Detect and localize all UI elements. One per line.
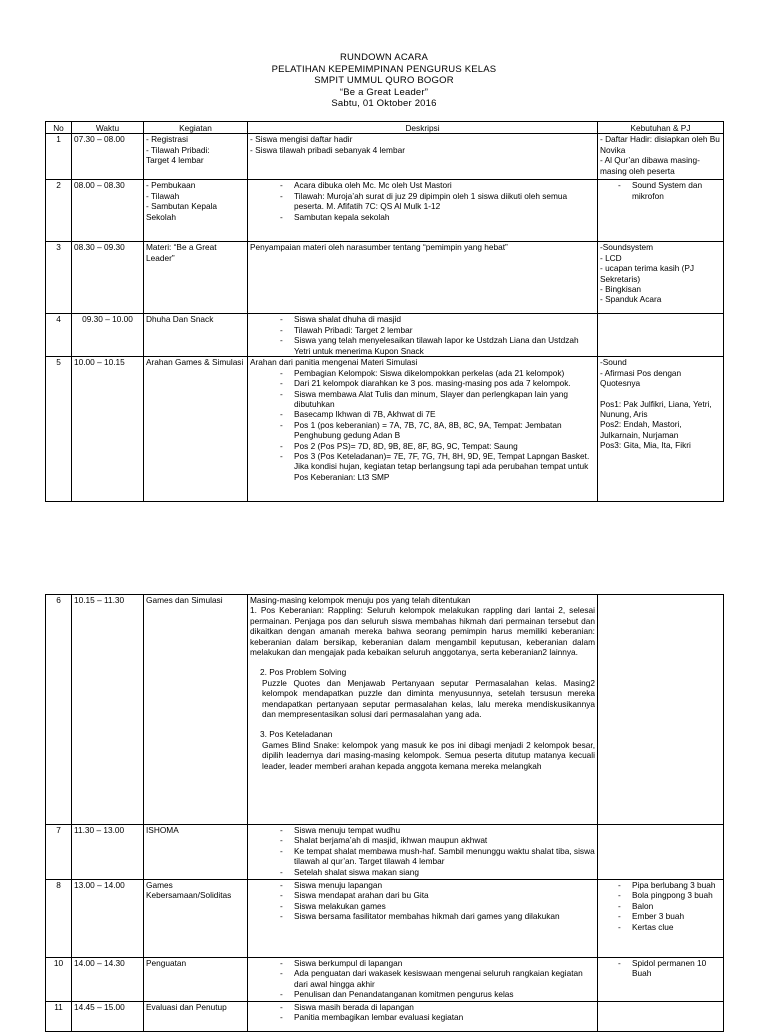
description-intro: Arahan dari panitia mengenai Materi Simulasi [250,357,418,368]
needs-item: - Ember 3 buah [618,911,721,921]
table-header-row [46,122,724,134]
row-description [248,314,598,357]
row-needs [598,314,724,357]
header-title: RUNDOWN ACARA [339,52,429,63]
table-row [46,595,724,825]
needs-line: - Spanduk Acara [600,294,662,305]
description-item: - Siswa menuju tempat wudhu [280,825,595,835]
row-number: 8 [46,880,72,958]
description-intro: Masing-masing kelompok menuju pos yang telah ditentukan [250,595,471,605]
needs-item: - Sound System dan mikrofon [618,180,721,201]
row-activity: Dhuha Dan Snack [144,314,248,357]
activity-line: - Tilawah [146,190,180,201]
row-needs [598,180,724,242]
row-number: 5 [46,357,72,502]
row-needs [598,357,724,502]
description-item: - Tilawah: Muroja’ah surat di juz 29 dipimpin oleh 1 siswa diikuti oleh semua peserta. M. Afifatih 7C: QS Al Mulk 1-12 [280,191,595,212]
description-item: - Siswa bersama fasilitator membahas hikmah dari games yang dilakukan [280,911,595,921]
row-number: 10 [46,958,72,1002]
row-time: 14.00 – 14.30 [72,958,144,1002]
pos-problem-solving-title: 2. Pos Problem Solving [260,667,347,678]
description-item: - Panitia membagikan lembar evaluasi kegiatan [280,1012,595,1022]
needs-line: - Daftar Hadir: disiapkan oleh Bu Novika [600,134,720,155]
needs-item: - Bola pingpong 3 buah [618,890,721,900]
row-time: 08.00 – 08.30 [72,180,144,242]
description-item: - Tilawah Pribadi: Target 2 lembar [280,325,595,335]
description-item: - Siswa menuju lapangan [280,880,595,890]
row-number: 11 [46,1002,72,1032]
table-row [46,134,724,180]
needs-line: -Soundsystem [600,242,654,253]
table-row [46,825,724,880]
table-row [46,958,724,1002]
row-activity: Evaluasi dan Penutup [144,1002,248,1032]
description-item: - Siswa masih berada di lapangan [280,1002,595,1012]
description-item: - Sambutan kepala sekolah [280,212,595,222]
row-description [248,180,598,242]
row-time: 07.30 – 08.00 [72,134,144,180]
pos-keberanian: 1. Pos Keberanian: Rappling: Seluruh kelompok melakukan rappling dari lantai 2, selesai permainan. Penjaga pos dan seluruh siswa membahas hikmah dari permainan tersebut dan dikaitkan dengan amanah mereka bahwa seorang pemimpin harus memiliki keberanian: keberanian dalam bersikap, keberanian dalam mengambil keputusan, keberanian dalam melakukan dan mengajak pada kebaikan seluruh anggotanya, serta keberanian2 lainnya. [250,605,595,658]
row-number: 7 [46,825,72,880]
header-subtitle: PELATIHAN KEPEMIMPINAN PENGURUS KELAS [271,63,497,75]
activity-line: - Pembukaan [146,180,196,191]
col-header-deskripsi: Deskripsi [248,122,598,134]
row-number: 1 [46,134,72,180]
row-needs [598,1002,724,1032]
row-number: 3 [46,242,72,314]
col-header-kegiatan: Kegiatan [144,122,248,134]
needs-line: - Afirmasi Pos dengan Quotesnya [600,367,682,389]
description-item: - Ada penguatan dari wakasek kesiswaan mengenai seluruh rangkaian kegiatan dari awal hingga akhir [280,968,595,989]
description-item: - Siswa mendapat arahan dari bu Gita [280,890,595,900]
description-item: - Basecamp Ikhwan di 7B, Akhwat di 7E [280,409,595,419]
description-item: - Shalat berjama’ah di masjid, ikhwan maupun akhwat [280,835,595,845]
rundown-table-page1 [45,121,724,502]
description-item: - Siswa shalat dhuha di masjid [280,314,595,324]
row-time: 14.45 – 15.00 [72,1002,144,1032]
pos-problem-solving-body: Puzzle Quotes dan Menjawab Pertanyaan seputar Permasalahan kelas. Masing2 kelompok mendapatkan puzzle dan diminta menyusunnya, setelah tersusun mereka mendapatkan pertanyaan seputar permasalahan kelas, lalu mereka mendiskusikannya dan mempresentasikan solusi dari permasalahan yang ada. [262,677,595,720]
row-number: 4 [46,314,72,357]
description-item: - Dari 21 kelompok diarahkan ke 3 pos. masing-masing pos ada 7 kelompok. [280,378,595,388]
row-description [248,880,598,958]
table-row [46,1002,724,1032]
row-activity: Materi: “Be a Great Leader” [144,242,248,314]
row-number: 6 [46,595,72,825]
row-activity: Arahan Games & Simulasi [144,357,248,502]
description-item: - Acara dibuka oleh Mc. Mc oleh Ust Mastori [280,180,595,190]
row-description [248,134,598,180]
description-item: - Siswa berkumpul di lapangan [280,958,595,968]
needs-item: - Balon [618,901,721,911]
row-number: 2 [46,180,72,242]
activity-line: - Sambutan Kepala Sekolah [146,201,218,222]
row-needs [598,825,724,880]
needs-line: Pos1: Pak Julfikri, Liana, Yetri, Nunung, Aris [600,398,712,420]
header-school: SMPIT UMMUL QURO BOGOR [314,75,454,86]
header-theme: “Be a Great Leader” [339,86,429,98]
row-description [248,357,598,502]
needs-item: - Spidol permanen 10 Buah [618,958,721,979]
row-time: 11.30 – 13.00 [72,825,144,880]
header-date: Sabtu, 01 Oktober 2016 [331,98,437,109]
needs-line: Pos2: Endah, Mastori, Julkarnain, Nurjaman [600,419,682,440]
needs-item: - Kertas clue [618,922,721,932]
description-item: - Penulisan dan Penandatanganan komitmen pengurus kelas [280,989,595,999]
row-activity: Games Kebersamaan/Soliditas [144,880,248,958]
description-item: - Ke tempat shalat membawa mush-haf. Sambil menunggu waktu shalat tiba, siswa tilawah al qur’an. Target tilawah 4 lembar [280,846,595,867]
row-description [248,1002,598,1032]
pos-keteladanan-title: 3. Pos Keteladanan [260,729,333,740]
description-line: - Siswa mengisi daftar hadir [250,134,353,145]
description-item: - Pos 3 (Pos Keteladanan)= 7E, 7F, 7G, 7H, 8H, 9D, 9E, Tempat Lapngan Basket. [280,451,595,461]
table-row [46,357,724,502]
description-item: - Pembagian Kelompok: Siswa dikelompokkan perkelas (ada 21 kelompok) [280,368,595,378]
description-item: - Siswa membawa Alat Tulis dan minum, Slayer dan perlengkapan lain yang dibutuhkan [280,389,595,410]
row-description: Penyampaian materi oleh narasumber tentang “pemimpin yang hebat” [248,242,598,314]
description-note: Jika kondisi hujan, kegiatan tetap berlangsung tapi ada perubahan tempat untuk Pos Keberanian: Lt3 SMP [294,461,589,482]
row-time: 10.15 – 11.30 [72,595,144,825]
row-time: 08.30 – 09.30 [72,242,144,314]
row-needs [598,134,724,180]
row-activity: ISHOMA [144,825,248,880]
col-header-kebutuhan: Kebutuhan & PJ [598,122,724,134]
description-item: - Pos 1 (pos keberanian) = 7A, 7B, 7C, 8A, 8B, 8C, 9A, Tempat: Jembatan Penghubung gedung Adan B [280,420,595,441]
row-description [248,958,598,1002]
row-time: 10.00 – 10.15 [72,357,144,502]
row-needs [598,958,724,1002]
row-description [248,825,598,880]
description-item: - Siswa yang telah menyelesaikan tilawah lapor ke Ustdzah Liana dan Ustdzah Yetri untuk menerima Kupon Snack [280,335,595,356]
row-time: 09.30 – 10.00 [72,314,144,357]
col-header-no: No [46,122,72,134]
table-row [46,314,724,357]
description-item: - Siswa melakukan games [280,901,595,911]
table-row [46,180,724,242]
needs-item: - Pipa berlubang 3 buah [618,880,721,890]
row-description [248,595,598,825]
needs-line: - LCD [600,252,622,263]
row-needs [598,595,724,825]
row-activity [144,134,248,180]
needs-line: - Al Qur’an dibawa masing-masing oleh peserta [600,155,700,176]
row-activity: Games dan Simulasi [144,595,248,825]
table-row [46,880,724,958]
row-time: 13.00 – 14.00 [72,880,144,958]
description-line: - Siswa tilawah pribadi sebanyak 4 lembar [250,144,405,155]
needs-line: - ucapan terima kasih (PJ Sekretaris) [600,263,695,284]
table-row [46,242,724,314]
description-item: - Pos 2 (Pos PS)= 7D, 8D, 9B, 8E, 8F, 8G, 9C, Tempat: Saung [280,441,595,451]
row-activity: Penguatan [144,958,248,1002]
row-needs [598,880,724,958]
col-header-waktu: Waktu [72,122,144,134]
needs-line: Pos3: Gita, Mia, Ita, Fikri [600,440,691,451]
activity-line: - Tilawah Pribadi: [146,144,210,155]
row-needs [598,242,724,314]
row-activity [144,180,248,242]
description-item: - Setelah shalat siswa makan siang [280,867,595,877]
needs-line: - Bingkisan [600,284,642,295]
rundown-table-page2 [45,594,724,1032]
activity-line: - Registrasi [146,134,188,145]
document-header [0,52,768,110]
needs-line: -Sound [600,357,627,368]
activity-line: Target 4 lembar [146,155,204,166]
pos-keteladanan-body: Games Blind Snake: kelompok yang masuk ke pos ini dibagi menjadi 2 kelompok besar, dipilih leadernya dari masing-masing kelompok. Semua peserta ditutup matanya kecuali leader, leader memberi arahan kepada anggota kemana mereka melangkah [262,739,595,771]
